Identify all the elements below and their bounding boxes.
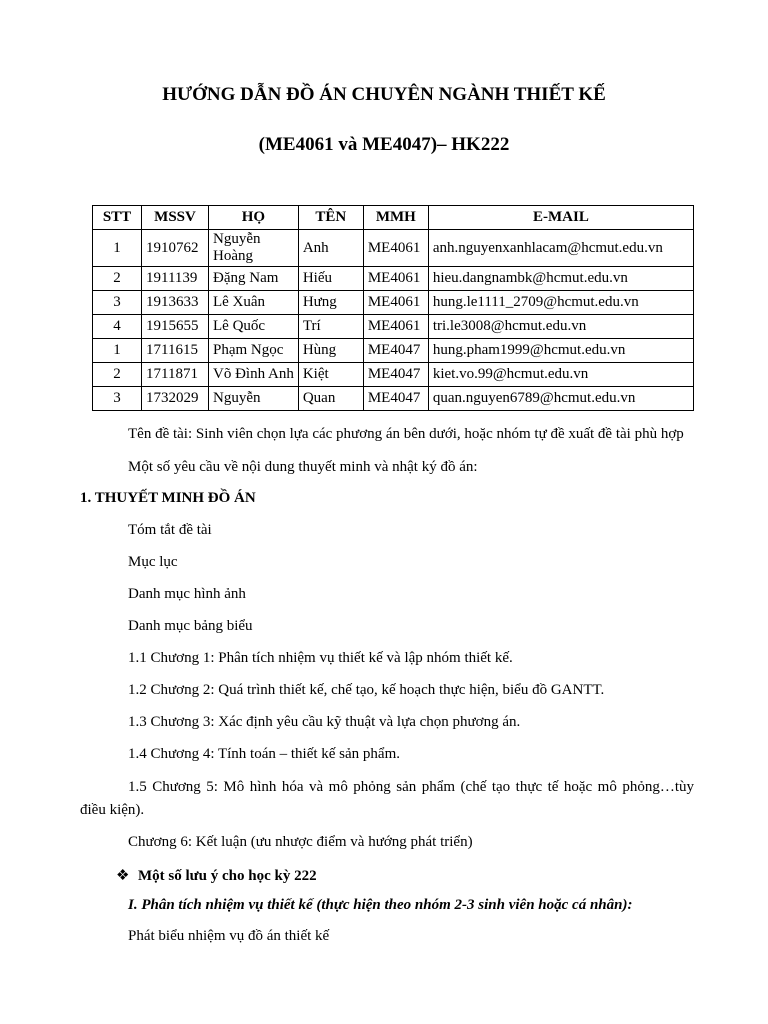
cell-email: anh.nguyenxanhlacam@hcmut.edu.vn <box>428 230 693 267</box>
cell-mssv: 1732029 <box>142 387 209 411</box>
section-heading: 1. THUYẾT MINH ĐỒ ÁN <box>80 490 256 506</box>
cell-ho: Nguyễn Hoàng <box>209 230 299 267</box>
notes-heading <box>116 866 317 885</box>
table-row <box>93 230 694 267</box>
list-item: Danh mục bảng biểu <box>128 618 253 634</box>
cell-ho: Võ Đình Anh <box>209 363 299 387</box>
header-email: E-MAIL <box>428 206 693 230</box>
cell-mmh: ME4047 <box>363 387 428 411</box>
cell-mssv: 1711871 <box>142 363 209 387</box>
chapter5-line1: 1.5 Chương 5: Mô hình hóa và mô phỏng sản phẩm (chế tạo thực tế hoặc mô phỏng…tùy <box>128 779 694 795</box>
list-item: Tóm tắt đề tài <box>128 522 212 538</box>
document-subtitle: (ME4061 và ME4047)– HK222 <box>258 134 510 155</box>
cell-email: hung.pham1999@hcmut.edu.vn <box>428 339 693 363</box>
cell-mmh: ME4047 <box>363 363 428 387</box>
cell-mssv: 1911139 <box>142 267 209 291</box>
chapter6-line: Chương 6: Kết luận (ưu nhược điểm và hướng phát triển) <box>128 834 473 850</box>
cell-ten: Kiệt <box>298 363 363 387</box>
cell-mssv: 1711615 <box>142 339 209 363</box>
cell-mmh: ME4061 <box>363 230 428 267</box>
last-line: Phát biểu nhiệm vụ đồ án thiết kế <box>128 928 330 944</box>
header-stt: STT <box>93 206 142 230</box>
table-row <box>93 363 694 387</box>
cell-ten: Hiếu <box>298 267 363 291</box>
cell-ten: Anh <box>298 230 363 267</box>
diamond-bullet-icon: ❖ <box>116 868 130 884</box>
cell-mssv: 1913633 <box>142 291 209 315</box>
subsection-heading: I. Phân tích nhiệm vụ thiết kế (thực hiện theo nhóm 2-3 sinh viên hoặc cá nhân): <box>128 897 633 913</box>
table-row <box>93 387 694 411</box>
cell-stt: 2 <box>93 267 142 291</box>
cell-ten: Trí <box>298 315 363 339</box>
cell-mssv: 1910762 <box>142 230 209 267</box>
student-table <box>92 205 694 411</box>
cell-stt: 1 <box>93 230 142 267</box>
cell-mmh: ME4061 <box>363 267 428 291</box>
cell-mmh: ME4061 <box>363 291 428 315</box>
requirements-line: Một số yêu cầu về nội dung thuyết minh và nhật ký đồ án: <box>128 459 478 475</box>
topic-line: Tên đề tài: Sinh viên chọn lựa các phương án bên dưới, hoặc nhóm tự đề xuất đề tài phù hợp <box>128 426 684 442</box>
header-ten: TÊN <box>298 206 363 230</box>
header-ho: HỌ <box>209 206 299 230</box>
list-item: 1.3 Chương 3: Xác định yêu cầu kỹ thuật và lựa chọn phương án. <box>128 714 521 730</box>
cell-ho: Phạm Ngọc <box>209 339 299 363</box>
chapter5-paragraph <box>80 776 694 822</box>
cell-mmh: ME4061 <box>363 315 428 339</box>
chapter5-line2: điều kiện). <box>80 802 145 818</box>
cell-email: kiet.vo.99@hcmut.edu.vn <box>428 363 693 387</box>
list-item: 1.1 Chương 1: Phân tích nhiệm vụ thiết kế và lập nhóm thiết kế. <box>128 650 513 666</box>
table-row <box>93 339 694 363</box>
cell-mmh: ME4047 <box>363 339 428 363</box>
cell-stt: 3 <box>93 291 142 315</box>
cell-stt: 4 <box>93 315 142 339</box>
cell-ten: Quan <box>298 387 363 411</box>
cell-ten: Hưng <box>298 291 363 315</box>
notes-heading-text: Một số lưu ý cho học kỳ 222 <box>138 868 317 884</box>
table-row <box>93 315 694 339</box>
cell-stt: 3 <box>93 387 142 411</box>
cell-email: hieu.dangnambk@hcmut.edu.vn <box>428 267 693 291</box>
list-item: 1.2 Chương 2: Quá trình thiết kế, chế tạo, kế hoạch thực hiện, biểu đồ GANTT. <box>128 682 605 698</box>
cell-ho: Đặng Nam <box>209 267 299 291</box>
cell-stt: 1 <box>93 339 142 363</box>
cell-email: quan.nguyen6789@hcmut.edu.vn <box>428 387 693 411</box>
list-item: Mục lục <box>128 554 178 570</box>
list-item: Danh mục hình ảnh <box>128 586 246 602</box>
cell-email: hung.le1111_2709@hcmut.edu.vn <box>428 291 693 315</box>
header-mmh: MMH <box>363 206 428 230</box>
list-item: 1.4 Chương 4: Tính toán – thiết kế sản phẩm. <box>128 746 401 762</box>
cell-ho: Lê Xuân <box>209 291 299 315</box>
cell-ho: Nguyễn <box>209 387 299 411</box>
header-mssv: MSSV <box>142 206 209 230</box>
cell-ho: Lê Quốc <box>209 315 299 339</box>
cell-email: tri.le3008@hcmut.edu.vn <box>428 315 693 339</box>
cell-ten: Hùng <box>298 339 363 363</box>
cell-mssv: 1915655 <box>142 315 209 339</box>
table-row <box>93 291 694 315</box>
table-header-row <box>93 206 694 230</box>
document-title: HƯỚNG DẪN ĐỒ ÁN CHUYÊN NGÀNH THIẾT KẾ <box>162 84 606 105</box>
table-row <box>93 267 694 291</box>
cell-stt: 2 <box>93 363 142 387</box>
